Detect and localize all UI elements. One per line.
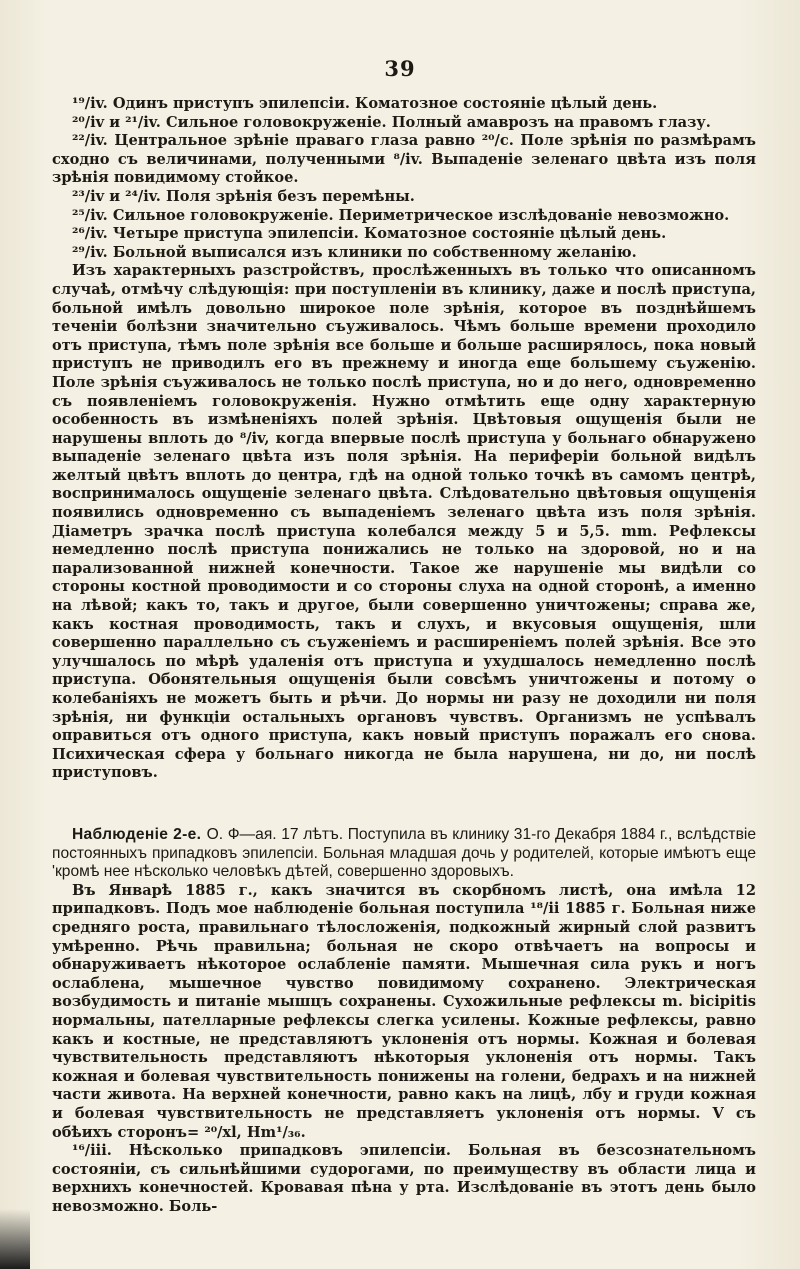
case-log-section <box>52 95 756 783</box>
log-entry: ²⁰/iv и ²¹/iv. Сильное головокруженіе. Полный амаврозъ на правомъ глазу. <box>72 113 711 131</box>
observation-section <box>52 826 756 1216</box>
observation-paragraph: Въ Январѣ 1885 г., какъ значится въ скорбномъ листѣ, она имѣла 12 припадковъ. Подъ мое наблюденіе больная поступила ¹⁸/ii 1885 г. Больная ниже средняго роста, правильнаго тѣлосложенія, подкожный жирный слой развитъ умѣренно. Рѣчь правильна; больная не скоро отвѣчаетъ на вопросы и обнаруживаетъ нѣкоторое ослабленіе памяти. Мышечная сила рукъ и ногъ ослаблена, мышечное чувство повидимому сохранено. Электрическая возбудимость и питаніе мышцъ сохранены. Сухожильные рефлексы m. bicipitis нормальны, пателларные рефлексы слегка усилены. Кожные рефлексы, равно какъ и костные, не представляютъ уклоненія отъ нормы. Кожная и болевая чувствительность представляютъ нѣкоторыя уклоненія отъ нормы. Такъ кожная и болевая чувствительность понижены на голени, бедрахъ и на нижней части живота. На верхней конечности, равно какъ на лицѣ, лбу и груди кожная и болевая чувствительность не представляетъ уклоненія отъ нормы. V съ обѣихъ сторонъ= ²⁰/xl, Hm¹/₃₆. <box>52 881 756 1141</box>
observation-heading: Наблюденіе 2-е. <box>72 826 202 843</box>
observation-intro: О. Ф—ая. 17 лѣтъ. Поступила въ клинику 31-го Декабря 1884 г., вслѣдствіе постоянныхъ припадковъ эпилепсіи. Больная младшая дочь у родителей, которые имѣютъ еще 'кромѣ нее нѣсколько человѣкъ дѣтей, совершенно здоровыхъ. <box>52 826 756 881</box>
log-entry: ²⁵/iv. Сильное головокруженіе. Периметрическое изслѣдованіе невозможно. <box>72 206 730 224</box>
observation-paragraph: ¹⁶/ііі. Нѣсколько припадковъ эпилепсіи. Больная въ безсознательномъ состояніи, съ сильнѣйшими судорогами, по преимуществу въ области лица и верхнихъ конечностей. Кровавая пѣна у рта. Изслѣдованіе въ этотъ день было невозможно. Боль- <box>52 1142 756 1215</box>
log-entry: ²⁶/iv. Четыре приступа эпилепсіи. Коматозное состояніе цѣлый день. <box>72 225 667 243</box>
log-entry: ¹⁹/iv. Одинъ приступъ эпилепсіи. Коматозное состояніе цѣлый день. <box>72 95 658 112</box>
observation-intro-paragraph <box>52 826 756 882</box>
log-entry: ²⁹/iv. Больной выписался изъ клиники по собственному желанію. <box>72 243 637 261</box>
page-number: 39 <box>384 56 416 81</box>
log-entry: ²²/iv. Центральное зрѣніе праваго глаза равно ²⁰/c. Поле зрѣнія по размѣрамъ сходно съ величинами, полученными ⁸/iv. Выпаденіе зеленаго цвѣта изъ поля зрѣнія повидимому стойкое. <box>52 132 756 187</box>
summary-paragraph: Изъ характерныхъ разстройствъ, прослѣженныхъ въ только что описанномъ случаѣ, отмѣчу слѣдующія: при поступленіи въ клинику, даже и послѣ приступа, больной имѣлъ довольно широкое поле зрѣнія, которое въ позднѣйшемъ теченіи болѣзни значительно съуживалось. Чѣмъ больше времени проходило отъ приступа, тѣмъ поле зрѣнія все больше и больше расширялось, пока новый приступъ не приводилъ его въ прежнему и иногда еще большему съуженію. Поле зрѣнія съуживалось не только послѣ приступа, но и до него, одновременно съ появленіемъ головокруженія. Нужно отмѣтить еще одну характерную особенность въ измѣненіяхъ полей зрѣнія. Цвѣтовыя ощущенія были не нарушены вплоть до ⁸/iv, когда впервые послѣ приступа у больнаго обнаружено выпаденіе зеленаго цвѣта изъ поля зрѣнія. На периферіи больной видѣлъ желтый цвѣтъ вплоть до центра, гдѣ на одной только точкѣ въ самомъ центрѣ, воспринималось ощущеніе зеленаго цвѣта. Слѣдовательно цвѣтовыя ощущенія появились одновременно съ выпаденіемъ зеленаго цвѣта изъ поля зрѣнія. Діаметръ зрачка послѣ приступа колебался между 5 и 5,5. mm. Рефлексы немедленно послѣ приступа понижались не только на здоровой, но и на парализованной нижней конечности. Такое же нарушеніе мы видѣли со стороны костной проводимости и со стороны слуха на одной сторонѣ, а именно на лѣвой; какъ то, такъ и другое, были совершенно уничтожены; справа же, какъ костная проводимость, такъ и слухъ, и вкусовыя ощущенія, шли совершенно параллельно съ съуженіемъ и расширеніемъ полей зрѣнія. Все это улучшалось по мѣрѣ удаленія отъ приступа и ухудшалось немедленно послѣ приступа. Обонятельныя ощущенія были совсѣмъ уничтожены и потому о колебаніяхъ не можетъ быть и рѣчи. До нормы ни разу не доходили ни поля зрѣнія, ни функціи остальныхъ органовъ чувствъ. Организмъ не успѣвалъ оправиться отъ одного приступа, какъ новый приступъ поражалъ его снова. Психическая сфера у больнаго никогда не была нарушена, ни до, ни послѣ приступовъ. <box>52 262 756 782</box>
log-entry: ²³/iv и ²⁴/iv. Поля зрѣнія безъ перемѣны. <box>72 187 415 205</box>
scan-shadow <box>0 1209 30 1269</box>
